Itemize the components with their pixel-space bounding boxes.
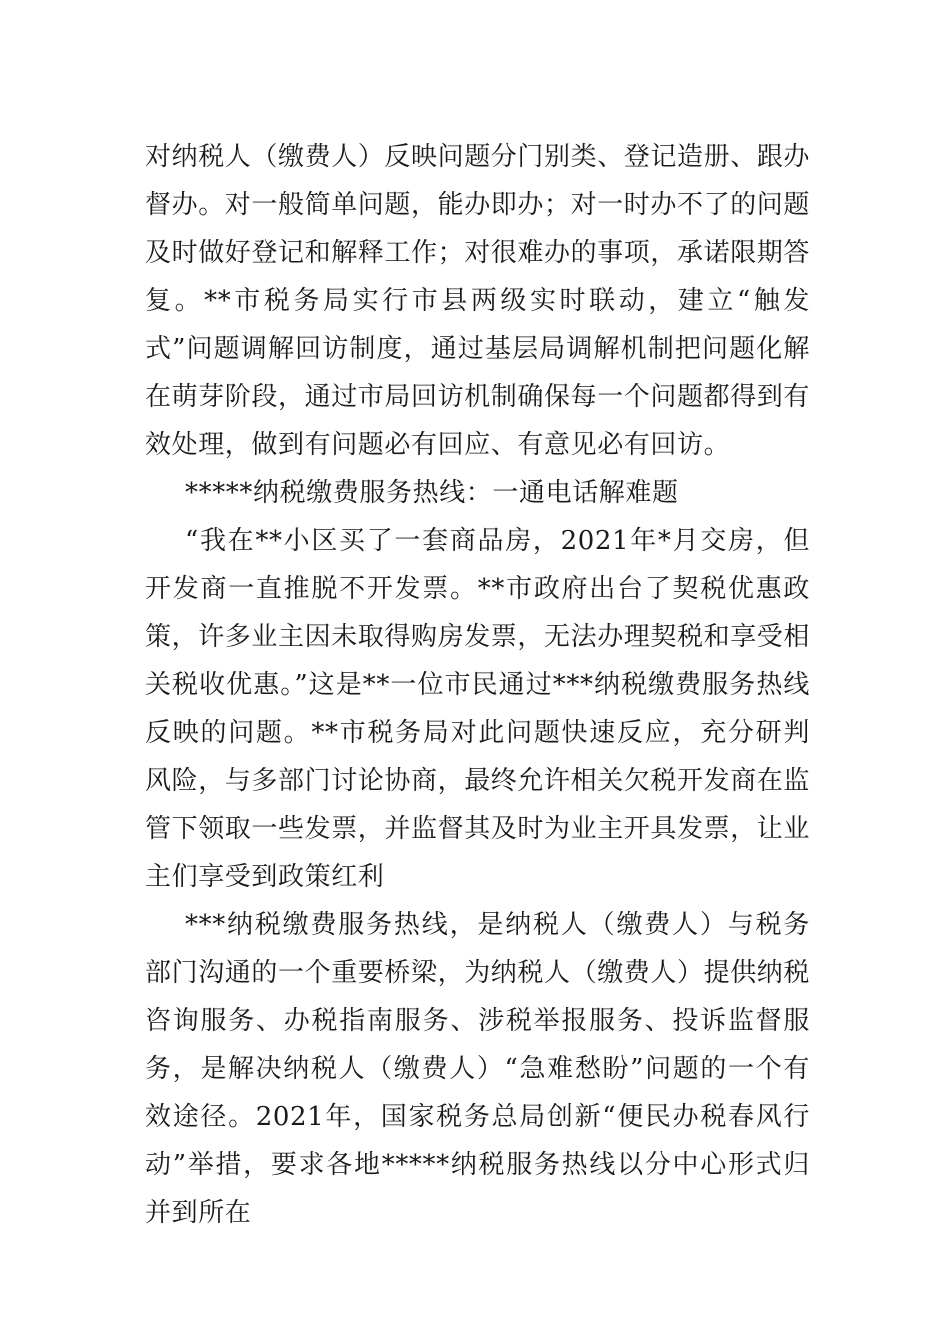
section-heading-hotline: *****纳税缴费服务热线：一通电话解难题 xyxy=(185,478,679,508)
paragraph-citizen-case: “我在**小区买了一套商品房，2021年*月交房，但开发商一直推脱不开发票。**市政府出台了契税优惠政策，许多业主因未取得购房发票，无法办理契税和享受相关税收优惠。”这是**一位市民通过***纳税缴费服务热线反映的问题。**市税务局对此问题快速反应，充分研判风险，与多部门讨论协商，最终允许相关欠税开发商在监管下领取一些发票，并监督其及时为业主开具发票，让业主们享受到政策红利 xyxy=(145,526,811,892)
document-page xyxy=(145,133,810,1237)
paragraph-problem-handling: 对纳税人（缴费人）反映问题分门别类、登记造册、跟办督办。对一般简单问题，能办即办；对一时办不了的问题及时做好登记和解释工作；对很难办的事项，承诺限期答复。**市税务局实行市县两级实时联动，建立“触发式”问题调解回访制度，通过基层局调解机制把问题化解在萌芽阶段，通过市局回访机制确保每一个问题都得到有效处理，做到有问题必有回应、有意见必有回访。 xyxy=(145,142,811,460)
paragraph-hotline-description: ***纳税缴费服务热线，是纳税人（缴费人）与税务部门沟通的一个重要桥梁，为纳税人（缴费人）提供纳税咨询服务、办税指南服务、涉税举报服务、投诉监督服务，是解决纳税人（缴费人）“急难愁盼”问题的一个有效途径。2021年，国家税务总局创新“便民办税春风行动”举措，要求各地*****纳税服务热线以分中心形式归并到所在 xyxy=(145,910,811,1228)
